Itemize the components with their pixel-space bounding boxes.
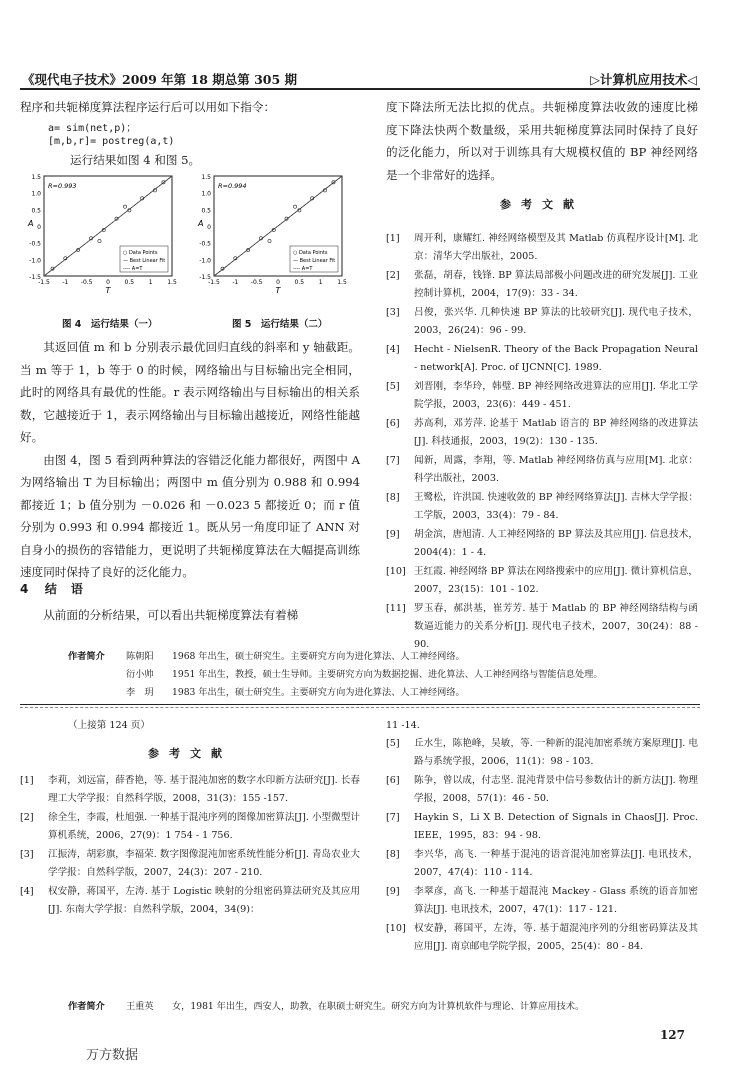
reference-item [386, 452, 698, 488]
watermark: 万方数据 [86, 1048, 139, 1063]
legend-entry: ○ Data Points [123, 250, 158, 256]
paragraph: 由图 4，图 5 看到两种算法的容错泛化能力都很好，两图中 A 为网络输出 T 为目标输出；两图中 m 值分别为 0.988 和 0.994 都接近 1；b 值分别为 －0.026 和 －0.023 5 都接近 0；而 r 值分别为 0.993 和 0.994 都接近 1。既从另一角度印证了 ANN 对自身小的损伤的容错能力，更说明了共轭梯度算法在大幅提高训练速度同时保持了良好的泛化能力。 [20, 452, 360, 579]
reference-item [20, 809, 360, 845]
r-value-label: R=0.994 [218, 182, 247, 190]
author-name: 李 玥 [126, 687, 154, 698]
x-axis-label: T [275, 286, 281, 295]
legend-entry: ---- A=T [293, 266, 313, 272]
y-tick-label: -1.0 [29, 257, 41, 265]
author-desc: 女，1981 年出生，西安人，助教，在职硕士研究生。研究方向为计算机软件与理论、计算应用技术。 [172, 1001, 585, 1012]
conclusion-text [20, 604, 360, 627]
x-tick-label: -0.5 [80, 279, 93, 286]
reference-item [386, 304, 698, 340]
y-tick-label: 1.0 [31, 190, 41, 198]
x-tick-label: 1 [148, 279, 153, 286]
reference-number: [1] [20, 775, 34, 786]
reference-text: Hecht - NielsenR. Theory of the Back Propagation Neural - network[A]. Proc. of IJCNN[C]. 1989. [414, 344, 698, 373]
analysis-text [20, 336, 360, 584]
figure-4 [20, 170, 190, 314]
y-tick-label: 1.5 [201, 174, 211, 181]
reference-item [20, 883, 360, 919]
references-list [386, 230, 698, 655]
x-tick-label: 1 [318, 279, 323, 286]
reference-item [386, 772, 698, 808]
y-tick-label: -0.5 [29, 240, 41, 248]
author-name: 衍小帅 [126, 669, 154, 680]
divider [20, 704, 700, 705]
x-tick-label: -1.5 [208, 279, 220, 286]
reference-text: 罗玉春，郝洪基，崔芳芳. 基于 Matlab 的 BP 神经网络结构与函数逼近能力的关系分析[J]. 现代电子技术，2007，30(24)：88 - 90. [414, 603, 698, 650]
x-tick-label: -1 [232, 279, 239, 286]
references-title: 参考文献 [500, 198, 584, 211]
reference-number: [6] [386, 775, 400, 786]
reference-item [386, 415, 698, 451]
paragraph: 从前面的分析结果，可以看出共轭梯度算法有着梯 [43, 608, 299, 622]
reference-item [386, 526, 698, 562]
reference-item [386, 600, 698, 654]
author-name: 王重英 [126, 1001, 154, 1012]
reference-text: 李兴华，高飞. 一种基于混沌的语音混沌加密算法[J]. 电讯技术，2007，47(4)：110 - 114. [414, 849, 698, 878]
right-column [386, 96, 698, 186]
author-desc: 1968 年出生，硕士研究生。主要研究方向为进化算法、人工神经网络。 [172, 651, 465, 662]
data-point [293, 205, 296, 208]
reference-number: [8] [386, 492, 400, 503]
intro-text: 程序和共轭梯度算法程序运行后可以用如下指令： [20, 100, 276, 114]
reference-number: [9] [386, 529, 400, 540]
y-tick-label: 1.5 [31, 174, 41, 181]
reference-item [386, 735, 698, 771]
figure-5-caption: 图 5 运行结果（二） [232, 319, 328, 330]
page-number: 127 [659, 1028, 685, 1042]
reference-number: [11] [386, 603, 406, 614]
result-text: 运行结果如图 4 和图 5。 [70, 153, 201, 167]
y-tick-label: 0 [207, 224, 211, 231]
reference-number: [5] [386, 381, 400, 392]
x-tick-label: 0.5 [294, 279, 305, 286]
x-tick-label: -0.5 [250, 279, 263, 286]
reference-number: [10] [386, 923, 406, 934]
code-block [48, 122, 174, 148]
reference-text: 李翠彦，高飞. 一种基于超混沌 Mackey - Glass 系统的语音加密算法[J]. 电讯技术，2007，47(1)：117 - 121. [414, 886, 698, 915]
reference-number: [2] [386, 270, 400, 281]
reference-item [386, 230, 698, 266]
reference-text: 苏高利，邓芳萍. 论基于 Matlab 语言的 BP 神经网络的改进算法[J]. 科技通报，2003，19(2)：130 - 135. [414, 418, 698, 447]
reference-number: [3] [386, 307, 400, 318]
reference-item [386, 846, 698, 882]
y-axis-label: A [28, 219, 34, 228]
reference-item [20, 772, 360, 808]
reference-number: [3] [20, 849, 34, 860]
legend-entry: — Best Linear Fit [293, 258, 336, 264]
bottom-references-left [20, 772, 360, 920]
reference-text: 吕俊，张兴华. 几种快速 BP 算法的比较研究[J]. 现代电子技术，2003，26(24)：96 - 99. [414, 307, 698, 336]
section-number: 4 [20, 582, 30, 596]
author-bio [68, 648, 708, 702]
data-point [123, 205, 126, 208]
reference-number: [4] [20, 886, 34, 897]
reference-item [386, 920, 698, 956]
reference-number: [5] [386, 738, 400, 749]
left-column [20, 96, 360, 119]
reference-text: 江振涛，胡彩旗，李福荣. 数字图像混沌加密系统性能分析[J]. 青岛农业大学学报：自然科学版，2007，24(3)：207 - 210. [48, 849, 360, 878]
r-value-label: R=0.993 [48, 182, 77, 190]
x-tick-label: -1.5 [38, 279, 50, 286]
y-tick-label: -1.0 [199, 257, 211, 265]
reference-text: 权安静，蒋国平，左涛，等. 基于超混沌序列的分组密码算法及其应用[J]. 南京邮电学院学报，2005，25(4)：80 - 84. [414, 923, 698, 952]
reference-text: 刘晋刚，李华玲，韩璧. BP 神经网络改进算法的应用[J]. 华北工学院学报，2003，23(6)：449 - 451. [414, 381, 698, 410]
reference-text: Haykin S，Li X B. Detection of Signals in Chaos[J]. Proc. IEEE，1995，83：94 - 98. [414, 812, 698, 841]
x-tick-label: -1 [62, 279, 69, 286]
reference-item [386, 489, 698, 525]
reference-text: 闻新，周露，李翔，等. Matlab 神经网络仿真与应用[M]. 北京：科学出版社，2003. [414, 455, 698, 484]
divider-dashed [20, 707, 700, 708]
reference-number: [7] [386, 455, 400, 466]
reference-number: [2] [20, 812, 34, 823]
y-tick-label: 0.5 [201, 207, 211, 215]
reference-text: 陈争，曾以成，付志坚. 混沌背景中信号参数估计的新方法[J]. 物理学报，2008，57(1)：46 - 50. [414, 775, 698, 804]
y-tick-label: 0 [37, 224, 41, 231]
paragraph: 其返回值 m 和 b 分别表示最优回归直线的斜率和 y 轴截距。当 m 等于 1，b 等于 0 的时候，网络输出与目标输出完全相同，此时的网络具有最优的性能。r 表示网络输出与目标输出的相关系数，它越接近于 1，表示网络输出与目标输出越接近，网络性能越好。 [20, 340, 360, 444]
reference-text: 徐全生，李霞，杜旭强. 一种基于混沌序列的图像加密算法[J]. 小型微型计算机系统，2006，27(9)：1 754 - 1 756. [48, 812, 360, 841]
reference-number: [10] [386, 566, 406, 577]
y-tick-label: 0.5 [31, 207, 41, 215]
y-tick-label: -1.5 [29, 274, 41, 281]
y-tick-label: 1.0 [201, 190, 211, 198]
author-desc: 1983 年出生，硕士研究生。主要研究方向为进化算法、人工神经网络。 [172, 687, 465, 698]
header-rule [20, 88, 700, 90]
journal-header: 《现代电子技术》2009 年第 18 期总第 305 期 [22, 72, 298, 87]
reference-text: 丘水生，陈艳峰，吴敏，等. 一种新的混沌加密系统方案原理[J]. 电路与系统学报，2006，11(1)：98 - 103. [414, 738, 698, 767]
reference-item [386, 883, 698, 919]
reference-text: 李莉，刘远富，薛香艳，等. 基于混沌加密的数字水印新方法研究[J]. 长春理工大学学报：自然科学版，2008，31(3)：155 -157. [48, 775, 360, 804]
reference-number: [6] [386, 418, 400, 429]
reference-text: 王鹭松，许洪国. 快速收敛的 BP 神经网络算法[J]. 吉林大学学报：工学版，2003，33(4)：79 - 84. [414, 492, 698, 521]
reference-item [386, 378, 698, 414]
reference-text: 王红霞. 神经网络 BP 算法在网络搜索中的应用[J]. 微计算机信息，2007，23(15)：101 - 102. [414, 566, 698, 595]
author-desc: 1951 年出生，教授，硕士生导师。主要研究方向为数据挖掘、进化算法、人工神经网络与智能信息处理。 [172, 669, 603, 680]
reference-number: [1] [386, 233, 400, 244]
x-tick-label: 0 [106, 279, 110, 286]
continuation-note: （上接第 124 页） [68, 720, 150, 731]
y-axis-label: A [198, 219, 204, 228]
section-heading [20, 580, 84, 597]
author-bio-2 [68, 998, 708, 1016]
reference-text: 胡金滨，唐旭清. 人工神经网络的 BP 算法及其应用[J]. 信息技术，2004(4)：1 - 4. [414, 529, 698, 558]
reference-number: [4] [386, 344, 400, 355]
x-tick-label: 1.5 [167, 279, 177, 286]
bottom-references-right [386, 735, 698, 957]
figure-4-caption: 图 4 运行结果（一） [62, 319, 158, 330]
x-axis-label: T [105, 286, 111, 295]
figure-5 [190, 170, 360, 314]
reference-item [386, 341, 698, 377]
reference-text: 张磊，胡春，钱锋. BP 算法局部极小问题改进的研究发展[J]. 工业控制计算机，2004，17(9)：33 - 34. [414, 270, 698, 299]
x-tick-label: 0 [276, 279, 280, 286]
reference-item [386, 809, 698, 845]
y-tick-label: -0.5 [199, 240, 211, 248]
author-bio-label: 作者简介 [68, 1001, 105, 1012]
code-line: a= sim(net,p)； [48, 123, 137, 134]
legend-entry: ○ Data Points [293, 250, 328, 256]
section-header: ▷计算机应用技术◁ [590, 72, 697, 87]
reference-number: [7] [386, 812, 400, 823]
y-tick-label: -1.5 [199, 274, 211, 281]
paragraph: 度下降法所无法比拟的优点。共轭梯度算法收敛的速度比梯度下降法快两个数量级，采用共轭梯度算法同时保持了良好的泛化能力，所以对于训练具有大规模权值的 BP 神经网络是一个非常好的选择。 [386, 100, 698, 182]
reference-number: [9] [386, 886, 400, 897]
author-name: 陈朝阳 [126, 651, 154, 662]
reference-number: [8] [386, 849, 400, 860]
reference-text: 周开利，康耀红. 神经网络模型及其 Matlab 仿真程序设计[M]. 北京：清华大学出版社，2005. [414, 233, 698, 262]
reference-item [386, 563, 698, 599]
author-bio-label: 作者简介 [68, 651, 105, 662]
code-line: [m,b,r]= postreg(a,t) [48, 136, 175, 147]
section-title: 结 语 [44, 582, 84, 596]
legend-entry: — Best Linear Fit [123, 258, 166, 264]
x-tick-label: 0.5 [124, 279, 135, 286]
data-point [98, 239, 101, 242]
reference-text: 权安静，蒋国平，左涛. 基于 Logistic 映射的分组密码算法研究及其应用[J]. 东南大学学报：自然科学版，2004，34(9)： [48, 886, 360, 915]
data-point [268, 239, 271, 242]
x-tick-label: 1.5 [337, 279, 347, 286]
ref-continuation: 11 -14. [386, 720, 420, 731]
reference-item [20, 846, 360, 882]
reference-item [386, 267, 698, 303]
bottom-references-title: 参考文献 [148, 747, 232, 760]
legend-entry: ---- A=T [123, 266, 143, 272]
